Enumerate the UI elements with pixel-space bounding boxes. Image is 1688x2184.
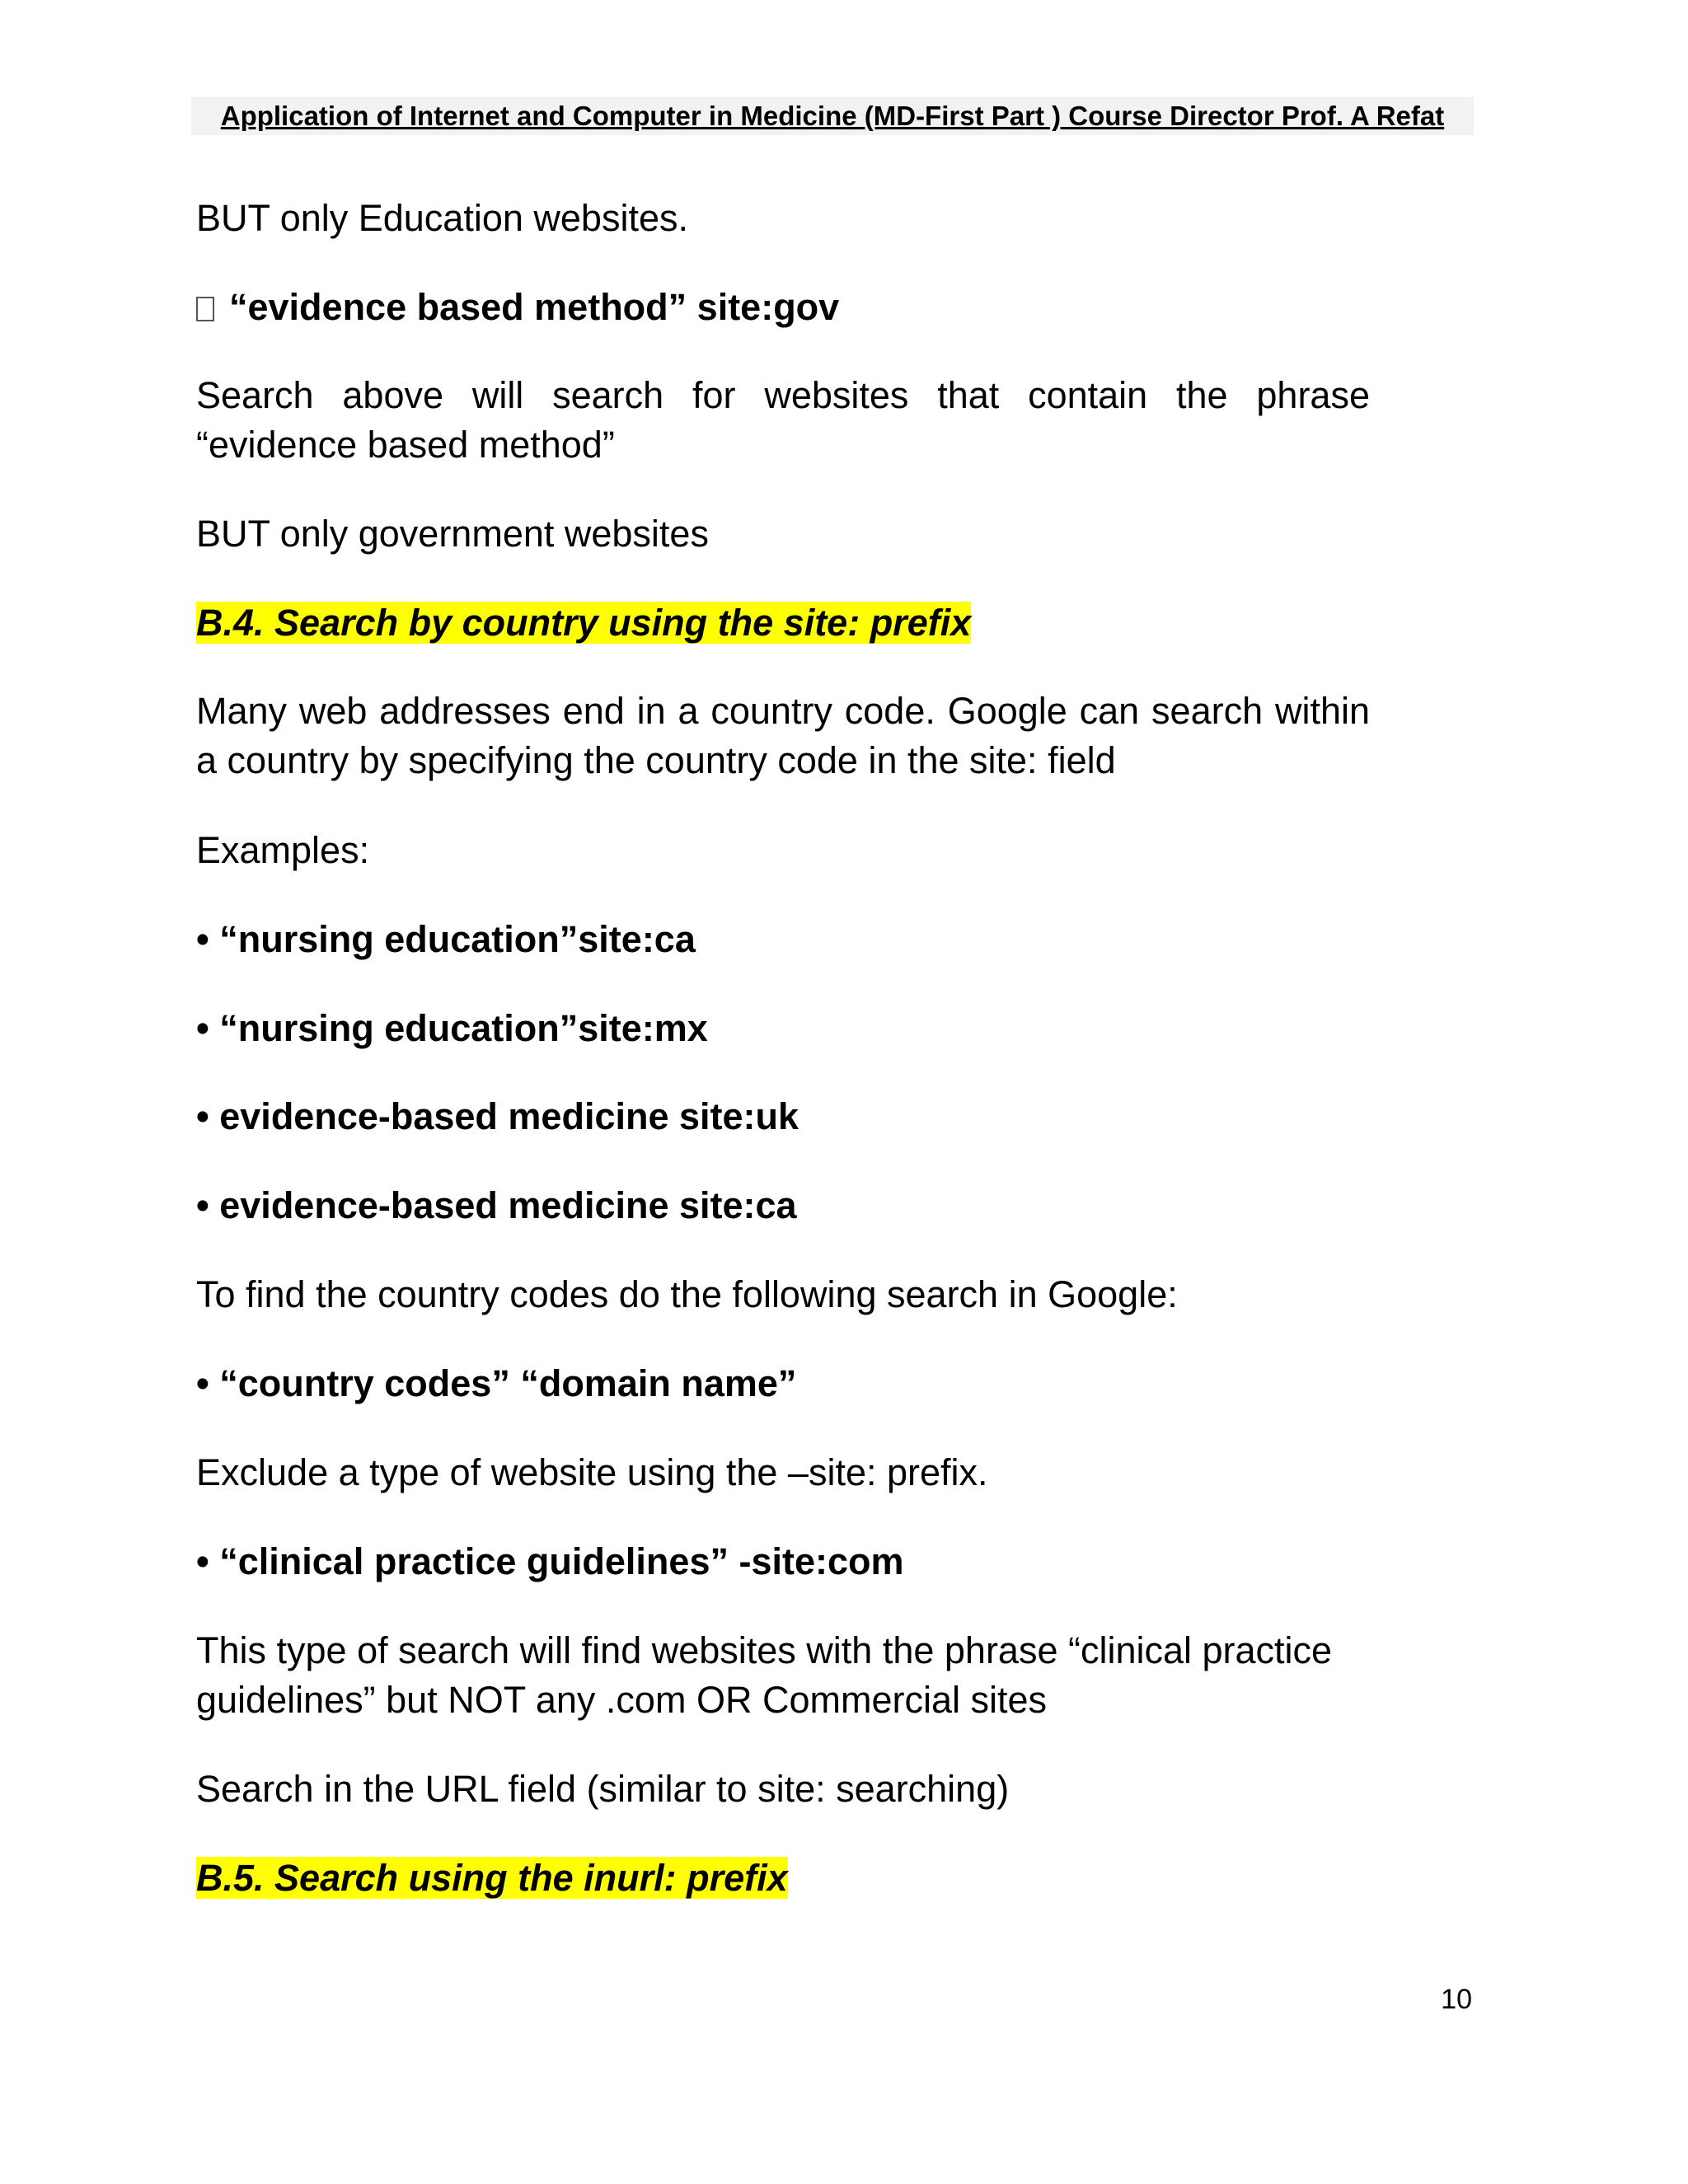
- paragraph-find-codes: To find the country codes do the following search in Google:: [196, 1273, 1178, 1315]
- paragraph-examples: Examples:: [196, 829, 370, 871]
- paragraph-country-code: Many web addresses end in a country code. Google can search within a country by specifying the country code in the site: field: [196, 690, 1370, 781]
- example-ebm-ca: • evidence-based medicine site:ca: [196, 1184, 797, 1226]
- header-title: Application of Internet and Computer in Medicine (MD-First Part ) Course Director Prof. A Refat: [220, 101, 1445, 131]
- query-country-codes: • “country codes” “domain name”: [196, 1362, 797, 1404]
- paragraph-gov-sites: BUT only government websites: [196, 513, 709, 555]
- heading-b5-text: B.5. Search using the inurl: prefix: [196, 1857, 788, 1899]
- paragraph-url-field: Search in the URL field (similar to site: searching): [196, 1768, 1010, 1810]
- checkbox-glyph-icon: [196, 297, 214, 321]
- page-number: 10: [1441, 1984, 1472, 2015]
- paragraph-commercial-sites: This type of search will find websites with the phrase “clinical practice guidelines” but NOT any .com OR Commercial sites: [196, 1629, 1333, 1721]
- page-header: [191, 97, 1474, 135]
- paragraph-education-sites: BUT only Education websites.: [196, 197, 688, 239]
- paragraph-exclude: Exclude a type of website using the –site: prefix.: [196, 1451, 988, 1493]
- example-nursing-ca: • “nursing education”site:ca: [196, 918, 696, 960]
- example-ebm-uk: • evidence-based medicine site:uk: [196, 1095, 799, 1137]
- example-nursing-mx: • “nursing education”site:mx: [196, 1007, 708, 1049]
- paragraph-search-above: Search above will search for websites that contain the phrase “evidence based method”: [196, 374, 1370, 466]
- heading-b4: [196, 598, 1370, 648]
- heading-b4-text: B.4. Search by country using the site: prefix: [196, 602, 972, 644]
- query-gov-line: [196, 283, 1370, 332]
- heading-b5: [196, 1854, 1370, 1903]
- query-clinical-guidelines: • “clinical practice guidelines” -site:com: [196, 1540, 904, 1582]
- query-gov: “evidence based method” site:gov: [229, 286, 840, 328]
